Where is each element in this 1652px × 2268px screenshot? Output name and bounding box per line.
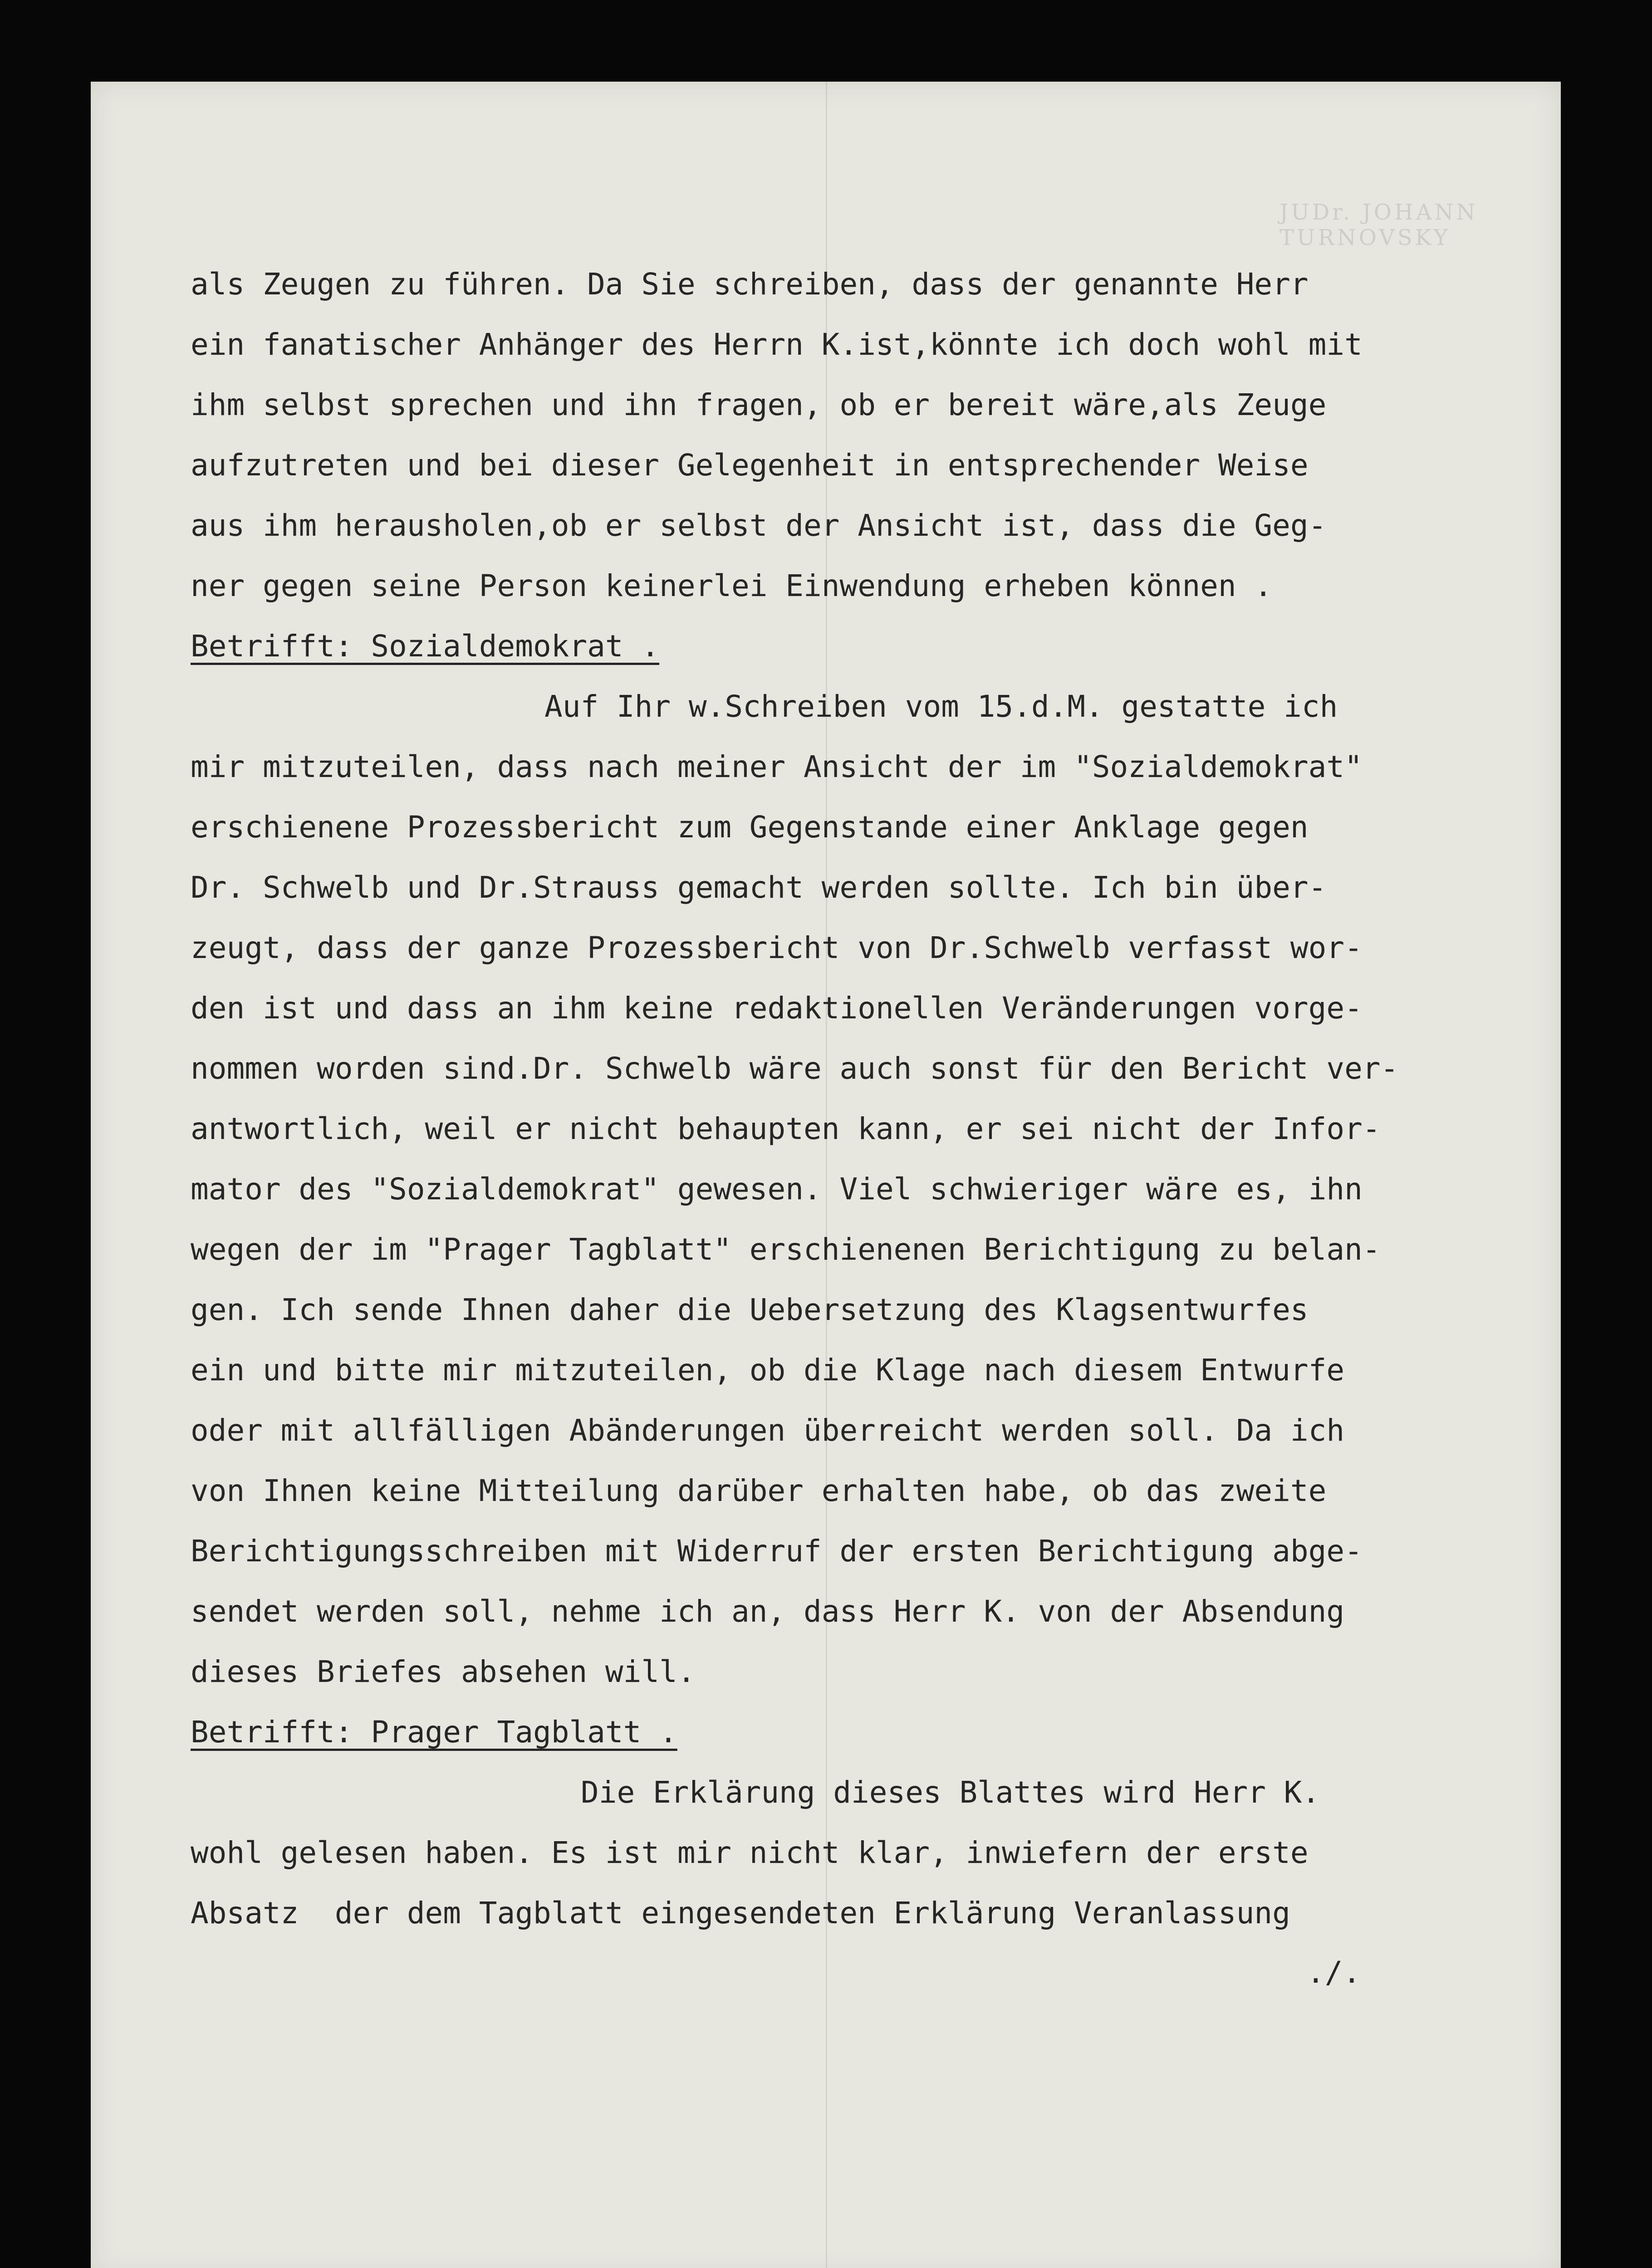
- body-line: zeugt, dass der ganze Prozessbericht von Dr.Schwelb verfasst wor-: [191, 930, 1363, 965]
- section-heading-sozialdemokrat: Betrifft: Sozialdemokrat .: [191, 629, 660, 664]
- body-line: mator des "Sozialdemokrat" gewesen. Viel schwieriger wäre es, ihn: [191, 1172, 1363, 1207]
- body-line: ein fanatischer Anhänger des Herrn K.ist,könnte ich doch wohl mit: [191, 327, 1363, 362]
- body-line: nommen worden sind.Dr. Schwelb wäre auch sonst für den Bericht ver-: [191, 1051, 1399, 1086]
- body-line: mir mitzuteilen, dass nach meiner Ansicht der im "Sozialdemokrat": [191, 749, 1363, 784]
- body-line: erschienene Prozessbericht zum Gegenstande einer Anklage gegen: [191, 810, 1309, 845]
- body-line: Berichtigungsschreiben mit Widerruf der ersten Berichtigung abge-: [191, 1534, 1363, 1569]
- body-line: gen. Ich sende Ihnen daher die Uebersetzung des Klagsentwurfes: [191, 1292, 1309, 1327]
- letter-body: [191, 254, 1506, 1943]
- body-line-indented: Auf Ihr w.Schreiben vom 15.d.M. gestatte ich: [544, 689, 1338, 724]
- continuation-mark: ./.: [1307, 1955, 1361, 1990]
- body-line: wohl gelesen haben. Es ist mir nicht klar, inwiefern der erste: [191, 1835, 1309, 1870]
- body-line: aus ihm herausholen,ob er selbst der Ansicht ist, dass die Geg-: [191, 508, 1327, 543]
- faint-letterhead-show-through: JUDr. JOHANN TURNOVSKY: [1279, 200, 1478, 250]
- body-line: den ist und dass an ihm keine redaktionellen Veränderungen vorge-: [191, 991, 1363, 1026]
- body-line: Dr. Schwelb und Dr.Strauss gemacht werden sollte. Ich bin über-: [191, 870, 1327, 905]
- section-heading-prager-tagblatt: Betrifft: Prager Tagblatt .: [191, 1715, 677, 1750]
- body-line: oder mit allfälligen Abänderungen überreicht werden soll. Da ich: [191, 1413, 1345, 1448]
- body-line: ein und bitte mir mitzuteilen, ob die Klage nach diesem Entwurfe: [191, 1353, 1345, 1388]
- body-line: Absatz der dem Tagblatt eingesendeten Erklärung Veranlassung: [191, 1896, 1290, 1931]
- body-line: dieses Briefes absehen will.: [191, 1654, 696, 1689]
- body-line: wegen der im "Prager Tagblatt" erschienenen Berichtigung zu belan-: [191, 1232, 1381, 1267]
- body-line: sendet werden soll, nehme ich an, dass Herr K. von der Absendung: [191, 1594, 1345, 1629]
- body-line-indented: Die Erklärung dieses Blattes wird Herr K.: [581, 1775, 1320, 1810]
- body-line: von Ihnen keine Mitteilung darüber erhalten habe, ob das zweite: [191, 1473, 1327, 1508]
- body-line: ner gegen seine Person keinerlei Einwendung erheben können .: [191, 568, 1273, 603]
- body-line: antwortlich, weil er nicht behaupten kann, er sei nicht der Infor-: [191, 1111, 1381, 1146]
- body-line: aufzutreten und bei dieser Gelegenheit in entsprechender Weise: [191, 448, 1309, 483]
- body-line: als Zeugen zu führen. Da Sie schreiben, dass der genannte Herr: [191, 267, 1309, 302]
- body-line: ihm selbst sprechen und ihn fragen, ob er bereit wäre,als Zeuge: [191, 387, 1327, 422]
